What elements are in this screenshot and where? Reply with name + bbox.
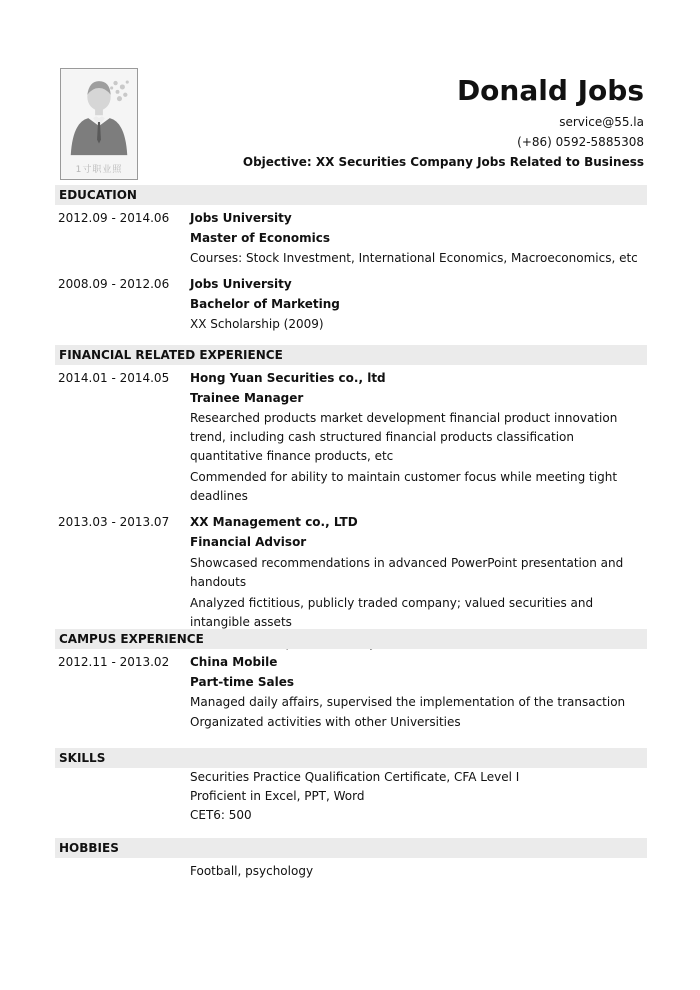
email-text: service@55.la [559,115,644,129]
photo-caption: 1寸职业照 [75,165,123,175]
experience-entry [55,368,647,506]
experience-item: Organizated activities with other Universities [190,715,461,729]
hobbies-section [55,838,647,881]
section-heading: HOBBIES [55,838,647,858]
school-name: Jobs University [190,211,292,225]
experience-item: Researched products market development financial product innovation trend, including cash structured financial products classification quantitative finance products, etc [190,411,618,463]
experience-entry [55,652,647,732]
skill-item: Securities Practice Qualification Certificate, CFA Level I [190,770,520,784]
objective-text: Objective: XX Securities Company Jobs Related to Business [242,155,644,169]
experience-item: Managed daily affairs, supervised the implementation of the transaction [190,695,626,709]
education-entry [55,208,647,268]
resume-header [243,74,644,172]
experience-item: Analyzed fictitious, publicly traded company; valued securities and intangible assets [190,596,594,629]
experience-item: Showcased recommendations in advanced PowerPoint presentation and handouts [190,556,624,589]
company-name: China Mobile [190,655,278,669]
campus-experience-section [55,629,647,732]
entry-date: 2008.09 - 2012.06 [58,277,170,291]
profile-photo [60,68,138,180]
entry-date: 2012.11 - 2013.02 [58,655,170,669]
degree-name: Master of Economics [190,231,331,245]
role-title: Financial Advisor [190,535,307,549]
degree-name: Bachelor of Marketing [190,297,340,311]
company-name: XX Management co., LTD [190,515,358,529]
financial-experience-section [55,345,647,653]
education-entry [55,274,647,334]
entry-date: 2012.09 - 2014.06 [58,211,170,225]
phone-text: (+86) 0592-5885308 [517,135,644,149]
section-heading: CAMPUS EXPERIENCE [55,629,647,649]
role-title: Trainee Manager [190,391,304,405]
section-heading: FINANCIAL RELATED EXPERIENCE [55,345,647,365]
section-heading: EDUCATION [55,185,647,205]
hobbies-text: Football, psychology [190,864,314,878]
education-detail: Courses: Stock Investment, International Economics, Macroeconomics, etc [190,251,638,265]
education-detail: XX Scholarship (2009) [190,317,324,331]
school-name: Jobs University [190,277,292,291]
skill-item: CET6: 500 [190,808,252,822]
company-name: Hong Yuan Securities co., ltd [190,371,386,385]
entry-date: 2013.03 - 2013.07 [58,515,170,529]
skills-section [55,748,647,825]
role-title: Part-time Sales [190,675,295,689]
experience-item: Commended for ability to maintain customer focus while meeting tight deadlines [190,470,618,503]
entry-date: 2014.01 - 2014.05 [58,371,170,385]
skill-item: Proficient in Excel, PPT, Word [190,789,365,803]
section-heading: SKILLS [55,748,647,768]
education-section [55,185,647,334]
candidate-name: Donald Jobs [456,74,644,107]
